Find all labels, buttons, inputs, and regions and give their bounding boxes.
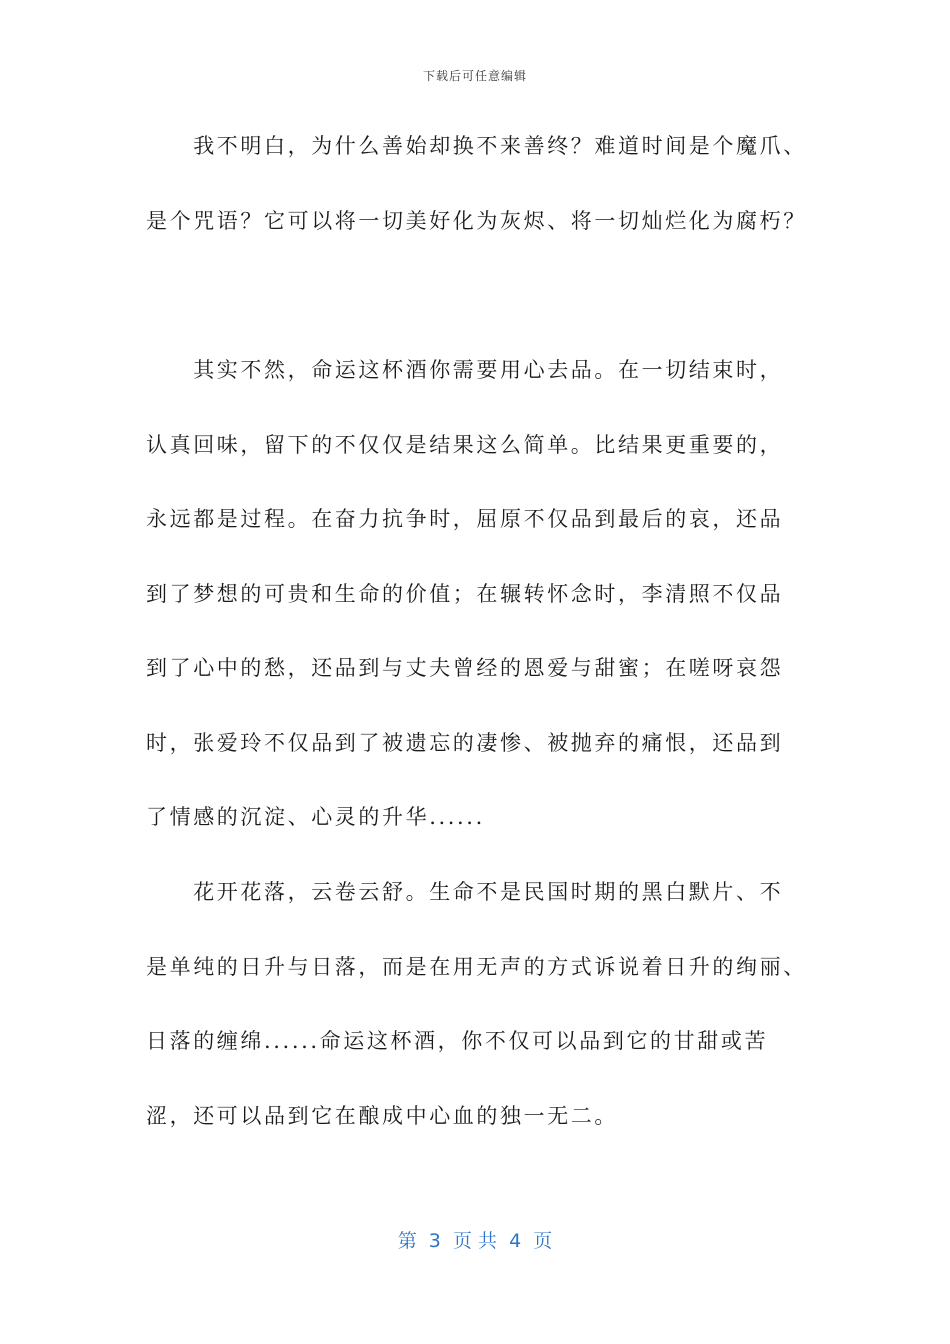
text-line: 日落的缠绵......命运这杯酒，你不仅可以品到它的甘甜或苦 [146, 1029, 769, 1053]
text-line: 时，张爱玲不仅品到了被遗忘的凄惨、被抛弃的痛恨，还品到 [146, 731, 784, 755]
text-line: 到了心中的愁，还品到与丈夫曾经的恩爱与甜蜜；在嗟呀哀怨 [146, 656, 784, 680]
text-line: 了情感的沉淀、心灵的升华...... [146, 805, 485, 829]
text-line: 永远都是过程。在奋力抗争时，屈原不仅品到最后的哀，还品 [146, 507, 784, 531]
text-line: 到了梦想的可贵和生命的价值；在辗转怀念时，李清照不仅品 [146, 582, 784, 606]
text-line: 花开花落，云卷云舒。生命不是民国时期的黑白默片、不 [146, 880, 784, 904]
text-line: 认真回味，留下的不仅仅是结果这么简单。比结果更重要的， [146, 433, 784, 457]
text-line: 我不明白，为什么善始却换不来善终？难道时间是个魔爪、 [146, 134, 807, 158]
text-line: 是个咒语？它可以将一切美好化为灰烬、将一切灿烂化为腐朽？ [146, 209, 807, 233]
page-number-footer: 第 3 页 共 4 页 [397, 1230, 553, 1252]
page-header-note: 下载后可任意编辑 [422, 69, 527, 83]
text-line: 其实不然，命运这杯酒你需要用心去品。在一切结束时， [146, 358, 784, 382]
text-line: 是单纯的日升与日落，而是在用无声的方式诉说着日升的绚丽、 [146, 955, 807, 979]
text-line: 涩，还可以品到它在酿成中心血的独一无二。 [146, 1104, 618, 1128]
